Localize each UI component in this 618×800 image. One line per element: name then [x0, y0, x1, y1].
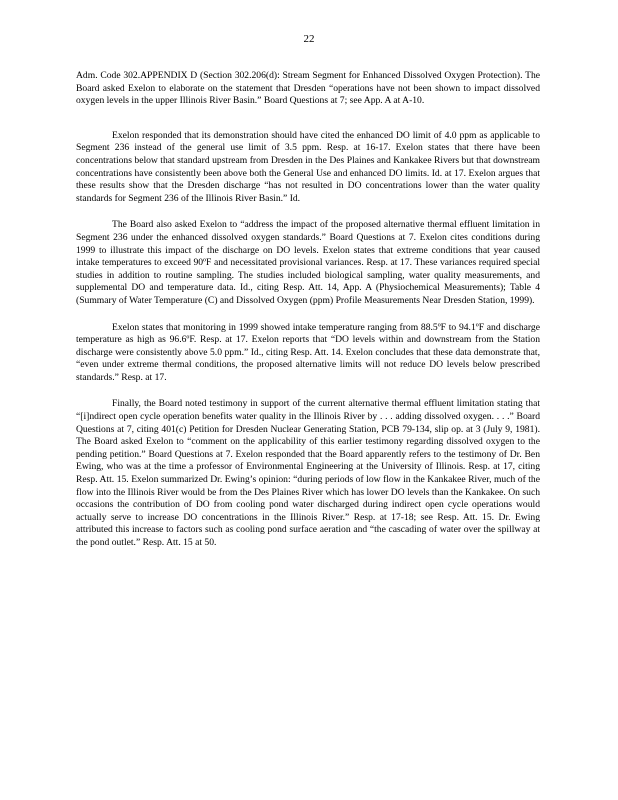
page-number: 22 [303, 33, 315, 45]
paragraph-2: Exelon responded that its demonstration should have cited the enhanced DO limit of 4.0 ppm as applicable to Segment 236 instead of the general use limit of 3.5 ppm. Resp. at 16-17. Exelon states that there have been concentrations below that standard upstream from Dresden in the Des Plaines and Kankakee Rivers but that downstream concentrations have consistently been above both the General Use and enhanced DO limits. Id. at 17. Exelon argues that these results show that the Dresden discharge “has not resulted in DO concentrations lower than the water quality standards for Segment 236 of the Illinois River Basin.” Id. [76, 129, 540, 204]
paragraph-4: Exelon states that monitoring in 1999 showed intake temperature ranging from 88.5ºF to 94.1ºF and discharge temperature as high as 96.6ºF. Resp. at 17. Exelon reports that “DO levels within and downstream from the Station discharge were consistently above 5.0 ppm.” Id., citing Resp. Att. 14. Exelon concludes that these data demonstrate that, “even under extreme thermal conditions, the proposed alternative limits will not reduce DO levels below prescribed standards.” Resp. at 17. [76, 321, 540, 383]
paragraph-5: Finally, the Board noted testimony in support of the current alternative thermal effluent limitation stating that “[i]ndirect open cycle operation benefits water quality in the Illinois River by . . . adding dissolved oxygen. . . .” Board Questions at 7, citing 401(c) Petition for Dresden Nuclear Generating Station, PCB 79-134, slip op. at 3 (July 9, 1981). The Board asked Exelon to “comment on the applicability of this earlier testimony regarding dissolved oxygen to the pending petition.” Board Questions at 7. Exelon responded that the Board apparently refers to the testimony of Dr. Ben Ewing, who was at the time a professor of Environmental Engineering at the University of Illinois. Resp. at 17, citing Resp. Att. 15. Exelon summarized Dr. Ewing’s opinion: “during periods of low flow in the Kankakee River, much of the flow into the Illinois River would be from the Des Plaines River which has lower DO levels than the Kankakee. On such occasions the contribution of DO from cooling pond water discharged during indirect open cycle operations would actually serve to increase DO concentrations in the Illinois River.” Resp. at 17-18; see Resp. Att. 15. Dr. Ewing attributed this increase to factors such as cooling pond surface aeration and “the cascading of water over the spillway at the pond outlet.” Resp. Att. 15 at 50. [76, 398, 540, 548]
body-text [76, 70, 540, 564]
paragraph-3: The Board also asked Exelon to “address the impact of the proposed alternative thermal effluent limitation in Segment 236 under the enhanced dissolved oxygen standards.” Board Questions at 7. Exelon cites conditions during 1999 to illustrate this impact of the discharge on DO levels. Exelon states that extreme conditions that year caused intake temperatures to exceed 90ºF and necessitated provisional variances. Resp. at 17. These variances required special studies in addition to routine sampling. The studies included biological sampling, water quality measurements, and supplemental DO and temperature data. Id., citing Resp. Att. 14, App. A (Physiochemical Measurements); Table 4 (Summary of Water Temperature (C) and Dissolved Oxygen (ppm) Profile Measurements Near Dresden Station, 1999). [76, 219, 540, 306]
paragraph-1: Adm. Code 302.APPENDIX D (Section 302.206(d): Stream Segment for Enhanced Dissolved Oxygen Protection). The Board asked Exelon to elaborate on the statement that Dresden “operations have not been shown to impact dissolved oxygen levels in the upper Illinois River Basin.” Board Questions at 7; see App. A at A-10. [76, 70, 540, 107]
